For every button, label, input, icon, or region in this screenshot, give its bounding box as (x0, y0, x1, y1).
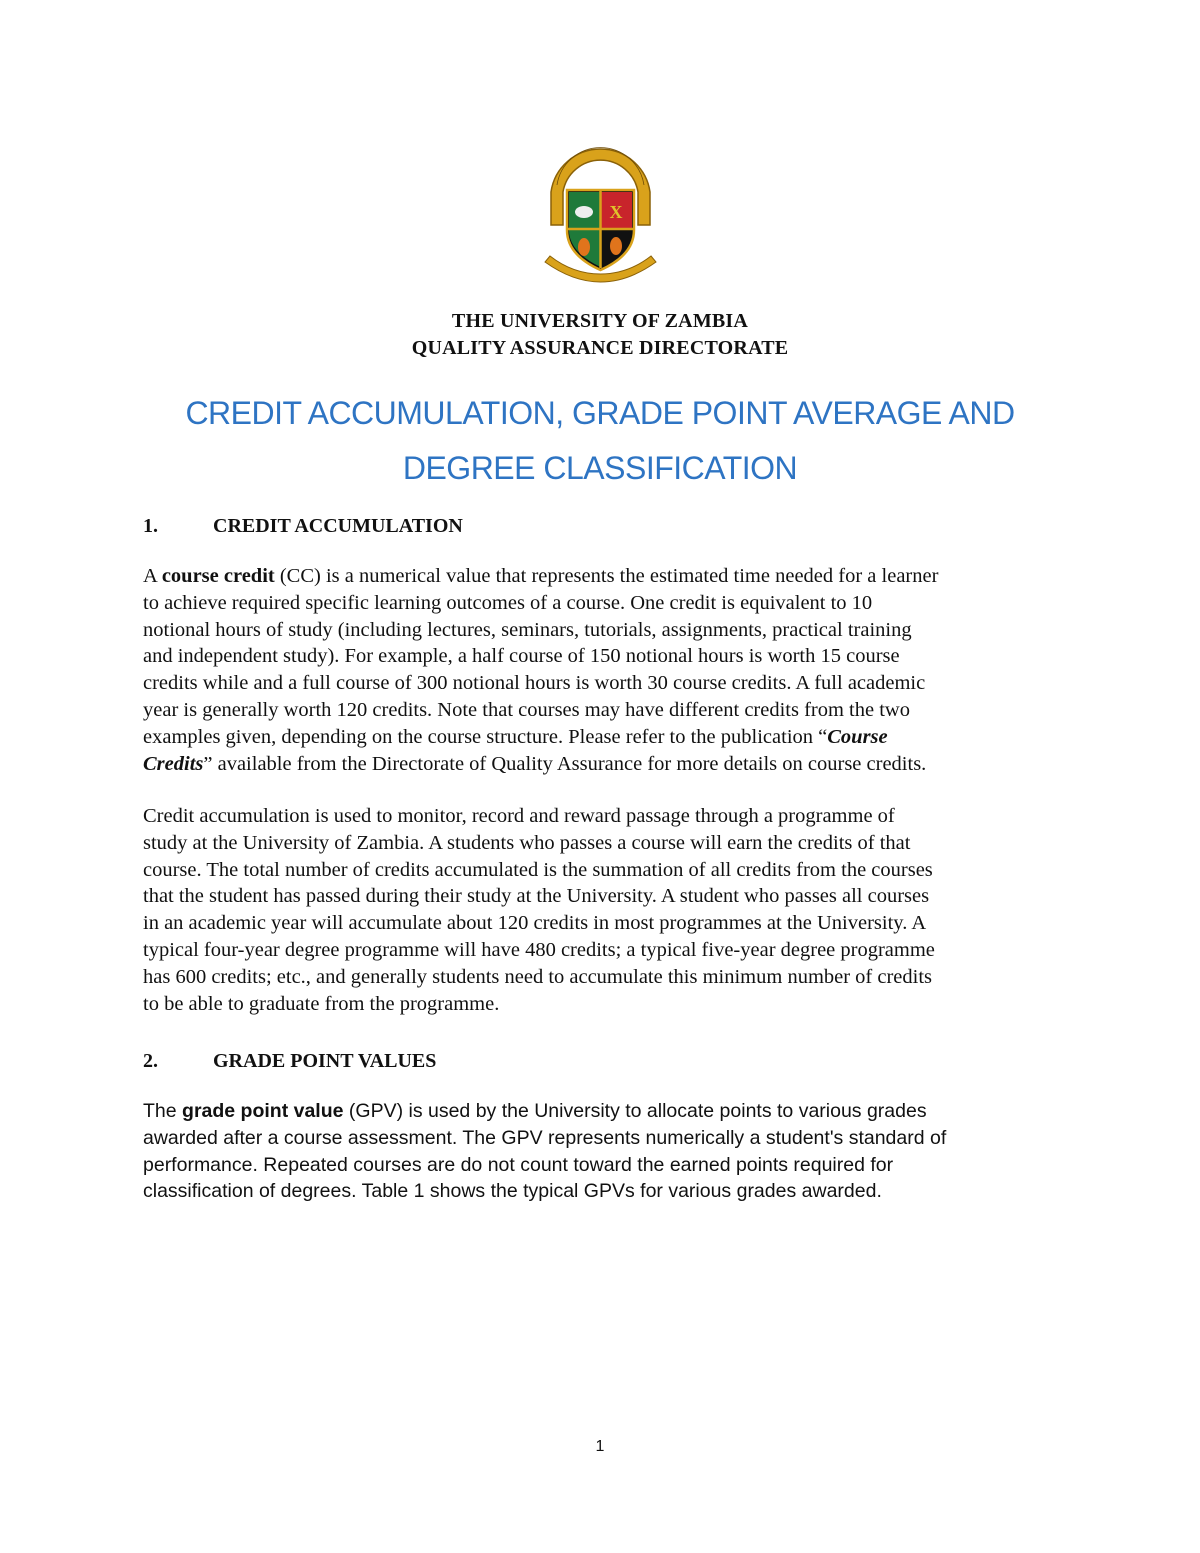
text-line: has 600 credits; etc., and generally students need to accumulate this minimum number of credits (143, 965, 933, 988)
text-line: Credits” available from the Directorate of Quality Assurance for more details on course credits. (143, 752, 927, 775)
paragraph-grade-point-value (143, 1098, 1063, 1205)
section-number: 1. (143, 515, 158, 537)
text-line: examples given, depending on the course structure. Please refer to the publication “Course (143, 725, 888, 748)
text-line: to be able to graduate from the programme. (143, 992, 500, 1015)
text-line: The grade point value (GPV) is used by the University to allocate points to various grades (143, 1100, 927, 1122)
text-line: awarded after a course assessment. The GPV represents numerically a student's standard of (143, 1126, 947, 1149)
university-crest-icon (543, 130, 658, 285)
bold-term: course credit (161, 565, 275, 587)
document-title-line-1: CREDIT ACCUMULATION, GRADE POINT AVERAGE AND (185, 395, 1015, 431)
svg-text:X: X (609, 202, 623, 222)
text-line: classification of degrees. Table 1 shows the typical GPVs for various grades awarded. (143, 1180, 882, 1203)
paragraph-credit-accumulation (143, 803, 1063, 1017)
publication-title: Credits (143, 752, 204, 775)
text-line: year is generally worth 120 credits. Note that courses may have different credits from the two (143, 698, 910, 721)
text-line: and independent study). For example, a half course of 150 notional hours is worth 15 course (143, 645, 900, 668)
document-title-line-2: DEGREE CLASSIFICATION (402, 450, 798, 486)
text-line: typical four-year degree programme will have 480 credits; a typical five-year degree programme (143, 938, 935, 961)
bold-term: grade point value (182, 1100, 344, 1122)
text-line: that the student has passed during their study at the University. A student who passes all courses (143, 885, 930, 908)
page-number: 1 (595, 1438, 605, 1455)
text-line: in an academic year will accumulate about 120 credits in most programmes at the University. A (143, 912, 927, 935)
publication-title: Course (827, 725, 888, 748)
text-line: course. The total number of credits accumulated is the summation of all credits from the courses (143, 858, 933, 881)
directorate-name: QUALITY ASSURANCE DIRECTORATE (411, 337, 789, 359)
text-line: Credit accumulation is used to monitor, record and reward passage through a programme of (143, 805, 895, 827)
section-title: GRADE POINT VALUES (213, 1050, 437, 1072)
text-line: A course credit (CC) is a numerical value that represents the estimated time needed for a learner (143, 565, 939, 587)
section-title: CREDIT ACCUMULATION (213, 515, 463, 537)
institution-name: THE UNIVERSITY OF ZAMBIA (451, 310, 749, 332)
text-line: study at the University of Zambia. A students who passes a course will earn the credits of that (143, 831, 911, 854)
text-line: to achieve required specific learning outcomes of a course. One credit is equivalent to 10 (143, 591, 873, 614)
section-number: 2. (143, 1050, 158, 1072)
text-line: credits while and a full course of 300 notional hours is worth 30 course credits. A full academic (143, 672, 926, 695)
text-line: notional hours of study (including lectures, seminars, tutorials, assignments, practical training (143, 618, 912, 641)
text-line: performance. Repeated courses are do not count toward the earned points required for (143, 1153, 894, 1176)
paragraph-course-credit (143, 563, 1063, 777)
